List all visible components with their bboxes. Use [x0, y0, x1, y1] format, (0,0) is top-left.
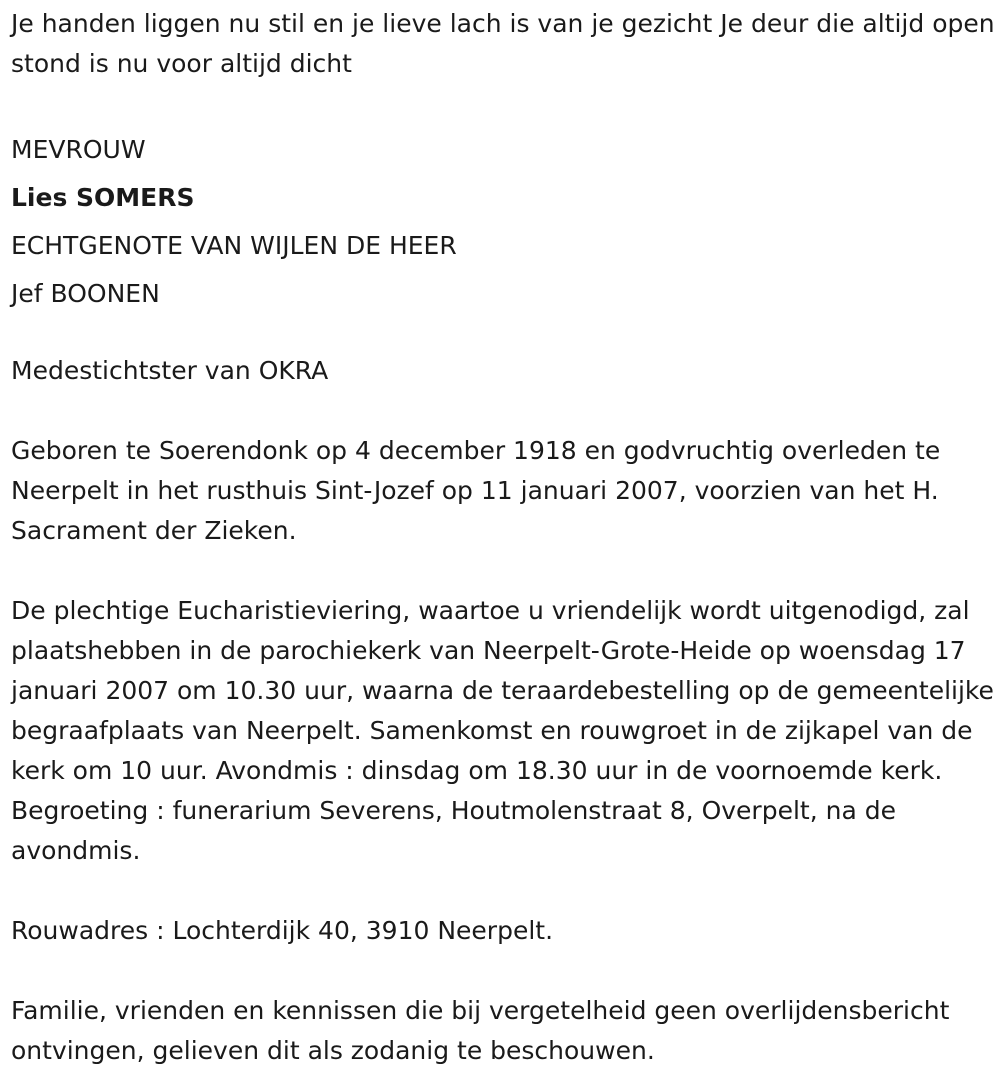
- deceased-name: Lies SOMERS: [11, 183, 195, 212]
- deceased-title: MEVROUW: [11, 135, 146, 164]
- role-text: Medestichtster van OKRA: [11, 356, 329, 385]
- spouse-name: Jef BOONEN: [11, 279, 160, 308]
- ceremony-text: De plechtige Eucharistieviering, waartoe u vriendelijk wordt uitgenodigd, zal plaatshebben in de parochiekerk van Neerpelt-Grote-Heide op woensdag 17 januari 2007 om 10.30 uur, waarna de teraardebestelling op de gemeentelijke begraafplaats van Neerpelt. Samenkomst en rouwgroet in de zijkapel van de kerk om 10 uur. Avondmis : dinsdag om 18.30 uur in de voornoemde kerk. Begroeting : funerarium Severens, Houtmolenstraat 8, Overpelt, na de avondmis.: [11, 596, 994, 865]
- closing-text: Familie, vrienden en kennissen die bij vergetelheid geen overlijdensbericht ontvingen, gelieven dit als zodanig te beschouwen.: [11, 996, 950, 1065]
- deceased-relation: ECHTGENOTE VAN WIJLEN DE HEER: [11, 231, 457, 260]
- opening-verse: Je handen liggen nu stil en je lieve lach is van je gezicht Je deur die altijd open stond is nu voor altijd dicht: [11, 9, 995, 78]
- birth-death-text: Geboren te Soerendonk op 4 december 1918 en godvruchtig overleden te Neerpelt in het rusthuis Sint-Jozef op 11 januari 2007, voorzien van het H. Sacrament der Zieken.: [11, 436, 941, 545]
- address-text: Rouwadres : Lochterdijk 40, 3910 Neerpelt.: [11, 916, 554, 945]
- deceased-block: [11, 124, 1000, 318]
